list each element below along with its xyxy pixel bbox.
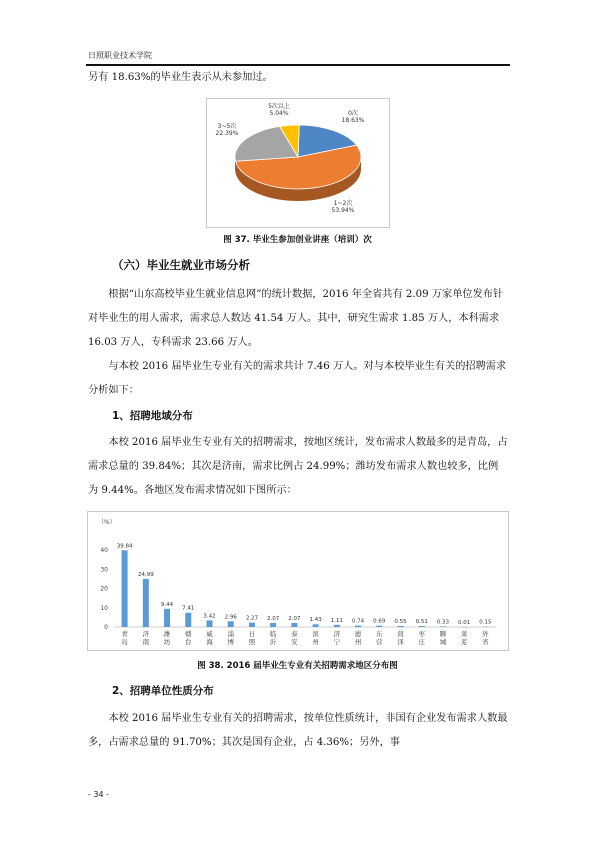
x-tick-label-char: 坊	[163, 638, 171, 646]
x-tick-label-char: 青	[121, 630, 128, 638]
bar-value-label: 2.07	[267, 616, 280, 623]
x-tick-label-char: 城	[439, 638, 447, 646]
bar-value-label: 9.44	[160, 601, 174, 608]
bar-青岛	[122, 550, 128, 627]
x-tick-label-char: 安	[291, 638, 298, 646]
y-axis-unit-label: （%）	[98, 519, 116, 526]
bar-value-label: 0.33	[436, 619, 450, 626]
x-tick-label-char: 岛	[121, 638, 128, 646]
bar-value-label: 0.74	[351, 618, 365, 625]
x-tick-label-char: 州	[354, 638, 362, 646]
pie-pct-label-1: 53.94%	[331, 207, 355, 214]
y-tick-label: 0	[104, 624, 108, 631]
x-tick-label-char: 台	[185, 638, 192, 646]
x-tick-label-char: 济	[333, 630, 341, 638]
y-tick-label: 20	[100, 585, 108, 593]
bar-德州	[355, 626, 361, 627]
bar-value-label: 0.01	[458, 619, 471, 626]
x-tick-label-char: 烟	[185, 630, 192, 638]
y-tick-label: 40	[100, 547, 108, 554]
x-tick-label-char: 聊	[439, 630, 447, 638]
bar-滨州	[313, 624, 319, 627]
x-tick-label-char: 芜	[460, 638, 468, 646]
pie-pct-label-2: 22.39%	[215, 130, 239, 137]
x-tick-label-char: 博	[227, 638, 234, 646]
x-tick-label-char: 滨	[312, 630, 319, 638]
bar-日照	[249, 623, 255, 627]
bar-临沂	[270, 623, 276, 627]
paragraph-4: 本校 2016 届毕业生专业有关的招聘需求，按单位性质统计，非国有企业发布需求人数最多，占需求总量的 91.70%；其次是国有企业，占 4.36%；另外，事	[88, 713, 508, 748]
bar-value-label: 7.41	[182, 605, 195, 612]
bar-value-label: 3.42	[203, 613, 216, 620]
y-tick-label: 10	[100, 604, 108, 612]
bar-value-label: 1.11	[330, 617, 343, 624]
pie-pct-label-3: 5.04%	[269, 110, 289, 117]
bar-value-label: 24.99	[137, 571, 154, 578]
x-tick-label-char: 济	[142, 630, 150, 638]
x-tick-label-char: 庄	[418, 638, 425, 646]
bar-东营	[376, 626, 382, 627]
x-tick-label-char: 沂	[269, 638, 277, 646]
intro-line: 另有 18.63%的毕业生表示从未参加过。	[88, 72, 273, 83]
figure-37-caption: 图 37. 毕业生参加创业讲座（培训）次	[223, 235, 372, 245]
bar-value-label: 39.84	[116, 543, 133, 550]
pie-label-0: 0次	[348, 110, 358, 117]
x-tick-label-char: 临	[269, 630, 277, 638]
pie-chart	[207, 99, 389, 227]
paragraph-2: 与本校 2016 届毕业生专业有关的需求共计 7.46 万人。对与本校毕业生有关的招聘需求分析如下：	[88, 361, 507, 396]
bar-威海	[207, 620, 213, 627]
bar-value-label: 0.51	[415, 619, 428, 626]
bar-value-label: 0.69	[373, 618, 386, 625]
x-tick-label-char: 德	[354, 630, 362, 638]
x-tick-label-char: 州	[312, 638, 319, 646]
x-tick-label-char: 莱	[460, 630, 468, 638]
bar-value-label: 2.07	[288, 616, 301, 623]
bar-chart	[88, 512, 508, 650]
pie-label-1: 1~2次	[333, 200, 353, 207]
x-tick-label-char: 省	[482, 638, 489, 646]
bar-chart-frame	[87, 511, 509, 651]
section-title: （六）毕业生就业市场分析	[112, 258, 250, 272]
bar-烟台	[185, 613, 191, 627]
y-tick-label: 30	[100, 566, 108, 574]
x-tick-label-char: 泰	[291, 630, 298, 638]
x-tick-label-char: 照	[248, 638, 256, 646]
pie-label-3: 5次以上	[268, 103, 290, 110]
page-header-school: 日照职业技术学院	[88, 51, 152, 60]
bar-济宁	[334, 625, 340, 627]
x-tick-label-char: 菏	[397, 630, 404, 638]
bar-value-label: 2.96	[224, 614, 237, 621]
page-number: - 34 -	[88, 790, 110, 799]
bar-value-label: 1.43	[309, 617, 322, 624]
pie-label-2: 3~5次	[217, 123, 237, 130]
figure-38-caption: 图 38. 2016 届毕业生专业有关招聘需求地区分布图	[197, 661, 398, 671]
x-tick-label-char: 潍	[163, 630, 171, 638]
x-tick-label-char: 营	[376, 638, 383, 646]
bar-济南	[143, 579, 149, 627]
bar-菏泽	[398, 626, 404, 627]
bar-淄博	[228, 621, 234, 627]
bar-value-label: 0.15	[479, 619, 492, 626]
paragraph-3: 本校 2016 届毕业生专业有关的招聘需求，按地区统计，发布需求人数最多的是青岛，占需求总量的 39.84%；其次是济南，需求比例占 24.99%；潍坊发布需求人数也较多，比例为 9.44%。各地区发布需求情况如下图所示：	[88, 437, 508, 496]
x-tick-label-char: 南	[142, 638, 150, 646]
bar-潍坊	[164, 609, 170, 627]
x-tick-label-char: 日	[248, 630, 256, 638]
x-tick-label-char: 威	[206, 630, 213, 638]
x-tick-label-char: 东	[376, 630, 383, 638]
x-tick-label-char: 淄	[227, 630, 234, 638]
bar-枣庄	[419, 626, 425, 627]
subsection-2-title: 2、招聘单位性质分布	[112, 685, 214, 697]
bar-聊城	[440, 626, 446, 627]
subsection-1-title: 1、招聘地域分布	[112, 410, 193, 422]
bar-value-label: 2.27	[245, 615, 259, 622]
pie-pct-label-0: 18.63%	[341, 117, 365, 124]
bar-泰安	[291, 623, 297, 627]
x-tick-label-char: 枣	[418, 630, 425, 638]
bar-value-label: 0.55	[394, 618, 407, 625]
x-tick-label-char: 外	[482, 630, 489, 638]
x-tick-label-char: 宁	[333, 638, 341, 646]
x-tick-label-char: 海	[206, 638, 213, 646]
pie-chart-frame	[206, 98, 390, 228]
x-tick-label-char: 泽	[397, 638, 404, 646]
paragraph-1: 根据“山东高校毕业生就业信息网”的统计数据，2016 年全省共有 2.09 万家单位发布针对毕业生的用人需求，需求总人数达 41.54 万人。其中，研究生需求 1.85 万人，本科需求 16.03 万人，专科需求 23.66 万人。	[88, 289, 504, 348]
